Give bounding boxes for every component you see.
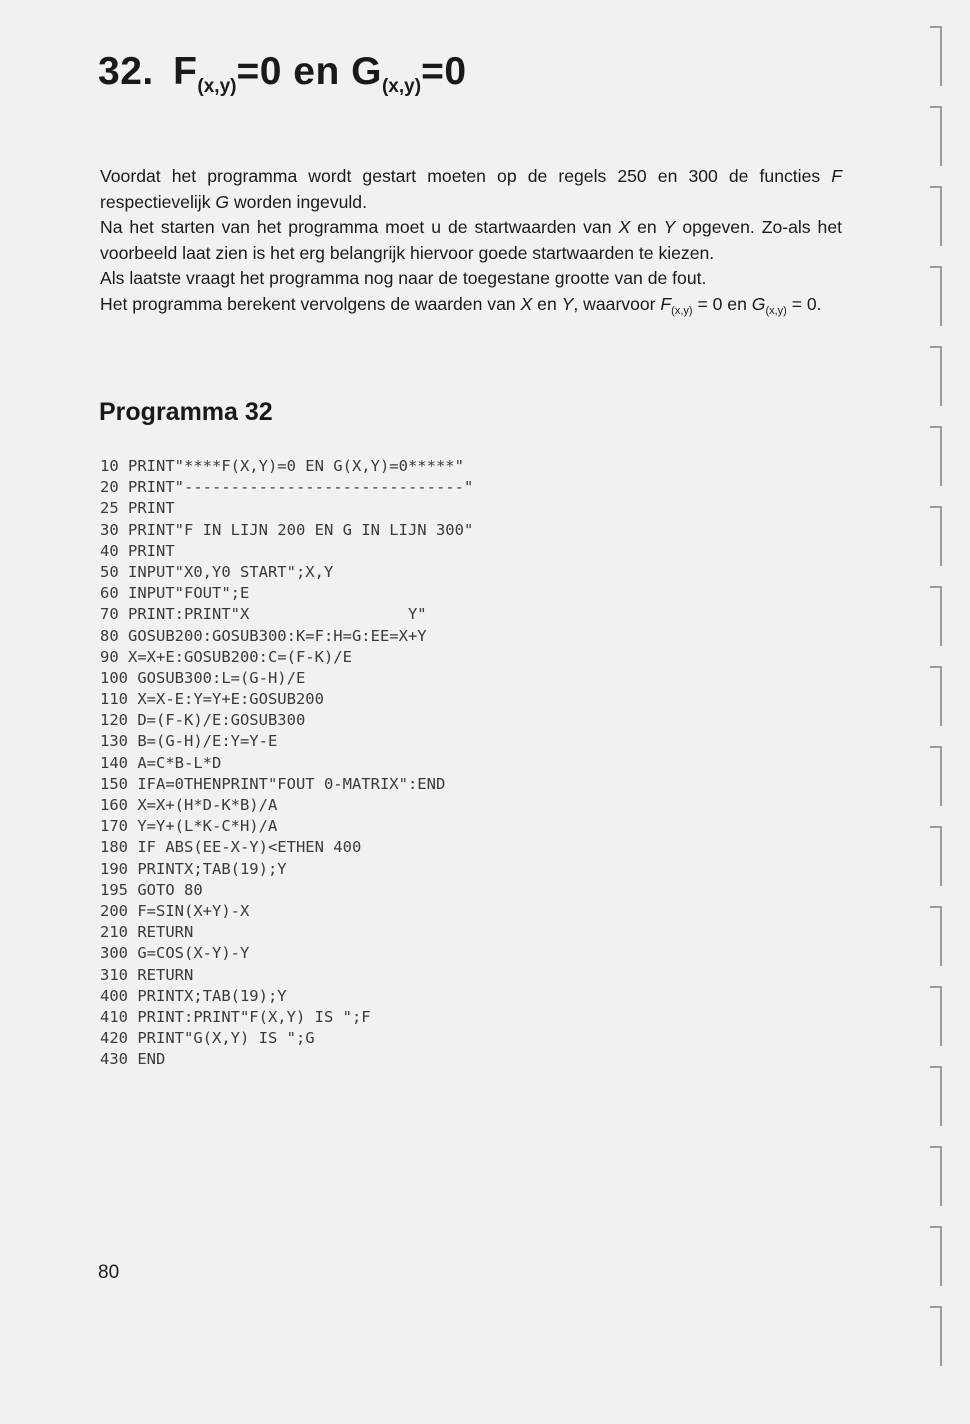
intro-p2-part: opgeven. Zo-als het voorbeeld laat zien is het erg belangrijk hiervoor goede startwaarden te kiezen. [100, 217, 842, 263]
edge-tab-mark [930, 186, 942, 246]
code-line: 30 PRINT"F IN LIJN 200 EN G IN LIJN 300" [100, 520, 474, 539]
edge-tab-mark [930, 826, 942, 886]
title-f-letter: F [173, 50, 198, 93]
intro-p4-x: X [520, 293, 533, 314]
edge-tab-mark [930, 586, 942, 646]
intro-paragraph-4 [100, 292, 842, 325]
edge-tab-mark [930, 426, 942, 486]
intro-p2-x: X [618, 217, 631, 237]
edge-tab-mark [930, 266, 942, 326]
intro-p4-f: F [660, 293, 672, 314]
edge-tab-mark [930, 746, 942, 806]
code-line: 420 PRINT"G(X,Y) IS ";G [100, 1029, 315, 1048]
code-line: 110 X=X-E:Y=Y+E:GOSUB200 [100, 690, 324, 709]
intro-p2-part: en [630, 217, 664, 237]
code-line: 50 INPUT"X0,Y0 START";X,Y [100, 562, 334, 581]
edge-tab-mark [930, 1226, 942, 1286]
code-line: 210 RETURN [100, 923, 194, 942]
edge-tab-mark [930, 506, 942, 566]
title-g-subscript: (x,y) [381, 76, 422, 97]
intro-p4-part: = 0 en [692, 293, 752, 314]
code-line: 160 X=X+(H*D-K*B)/A [100, 796, 278, 814]
intro-p1-part: Voordat het programma wordt gestart moeten op de regels 250 en 300 de functies [100, 166, 832, 186]
intro-p4-part: en [532, 293, 562, 314]
code-line: 150 IFA=0THENPRINT"FOUT 0-MATRIX":END [100, 774, 446, 793]
intro-p1-f: F [831, 166, 842, 186]
code-line: 120 D=(F-K)/E:GOSUB300 [100, 711, 306, 730]
edge-tab-mark [930, 106, 942, 166]
code-line: 300 G=COS(X-Y)-Y [100, 944, 250, 963]
code-line: 25 PRINT [100, 499, 175, 518]
intro-p4-y: Y [561, 293, 574, 314]
code-line: 310 RETURN [100, 965, 194, 984]
intro-p1-part: worden ingevuld. [229, 191, 367, 212]
intro-p1-part: respectievelijk [100, 191, 216, 212]
code-line: 10 PRINT"****F(X,Y)=0 EN G(X,Y)=0*****" [100, 457, 464, 475]
intro-paragraph-3: Als laatste vraagt het programma nog naar de toegestane grootte van de fout. [100, 268, 707, 288]
title-f-subscript: (x,y) [197, 76, 237, 97]
code-line: 140 A=C*B-L*D [100, 753, 222, 772]
intro-paragraph-1 [100, 164, 842, 215]
chapter-number: 32. [98, 50, 154, 93]
intro-paragraph-2 [100, 215, 842, 266]
intro-p4-part: Het programma berekent vervolgens de waarden van [100, 293, 521, 314]
code-line: 430 END [100, 1050, 166, 1069]
intro-text [100, 164, 842, 324]
edge-tab-mark [930, 906, 942, 966]
code-line: 20 PRINT"------------------------------" [100, 478, 474, 497]
intro-p2-part: Na het starten van het programma moet u de startwaarden van [100, 217, 619, 237]
code-line: 170 Y=Y+(L*K-C*H)/A [100, 817, 278, 836]
code-line: 40 PRINT [100, 541, 175, 560]
code-line: 190 PRINTX;TAB(19);Y [100, 859, 287, 878]
title-en: en [293, 50, 340, 93]
code-line: 410 PRINT:PRINT"F(X,Y) IS ";F [100, 1007, 371, 1026]
edge-tab-mark [930, 1306, 942, 1366]
chapter-title [98, 50, 467, 98]
code-line: 195 GOTO 80 [100, 880, 203, 899]
code-line: 60 INPUT"FOUT";E [100, 584, 250, 603]
intro-p1-g: G [215, 191, 230, 212]
code-line: 180 IF ABS(EE-X-Y)<ETHEN 400 [100, 838, 362, 857]
code-line: 80 GOSUB200:GOSUB300:K=F:H=G:EE=X+Y [100, 626, 427, 645]
edge-tab-mark [930, 26, 942, 86]
code-line: 90 X=X+E:GOSUB200:C=(F-K)/E [100, 647, 352, 666]
page-edge-tab-marks [926, 0, 956, 1424]
edge-tab-mark [930, 1146, 942, 1206]
intro-p4-f-subscript: (x,y) [671, 304, 693, 317]
title-g-equals: =0 [421, 50, 467, 93]
intro-p2-y: Y [663, 217, 676, 237]
edge-tab-mark [930, 1066, 942, 1126]
code-line: 70 PRINT:PRINT"X Y" [100, 605, 427, 624]
edge-tab-mark [930, 986, 942, 1046]
intro-p4-part: , waarvoor [573, 293, 661, 314]
title-g-letter: G [351, 50, 382, 93]
title-f-equals: =0 [236, 50, 282, 93]
intro-p4-g: G [751, 293, 766, 314]
edge-tab-mark [930, 666, 942, 726]
intro-p4-g-subscript: (x,y) [765, 304, 787, 317]
page-number: 80 [98, 1262, 120, 1283]
program-listing [100, 456, 860, 1070]
edge-tab-mark [930, 346, 942, 406]
code-line: 200 F=SIN(X+Y)-X [100, 901, 250, 920]
section-heading: Programma 32 [99, 398, 273, 426]
code-line: 130 B=(G-H)/E:Y=Y-E [100, 732, 278, 751]
code-line: 100 GOSUB300:L=(G-H)/E [100, 668, 306, 687]
intro-p4-part: = 0. [786, 293, 822, 314]
code-line: 400 PRINTX;TAB(19);Y [100, 986, 287, 1005]
